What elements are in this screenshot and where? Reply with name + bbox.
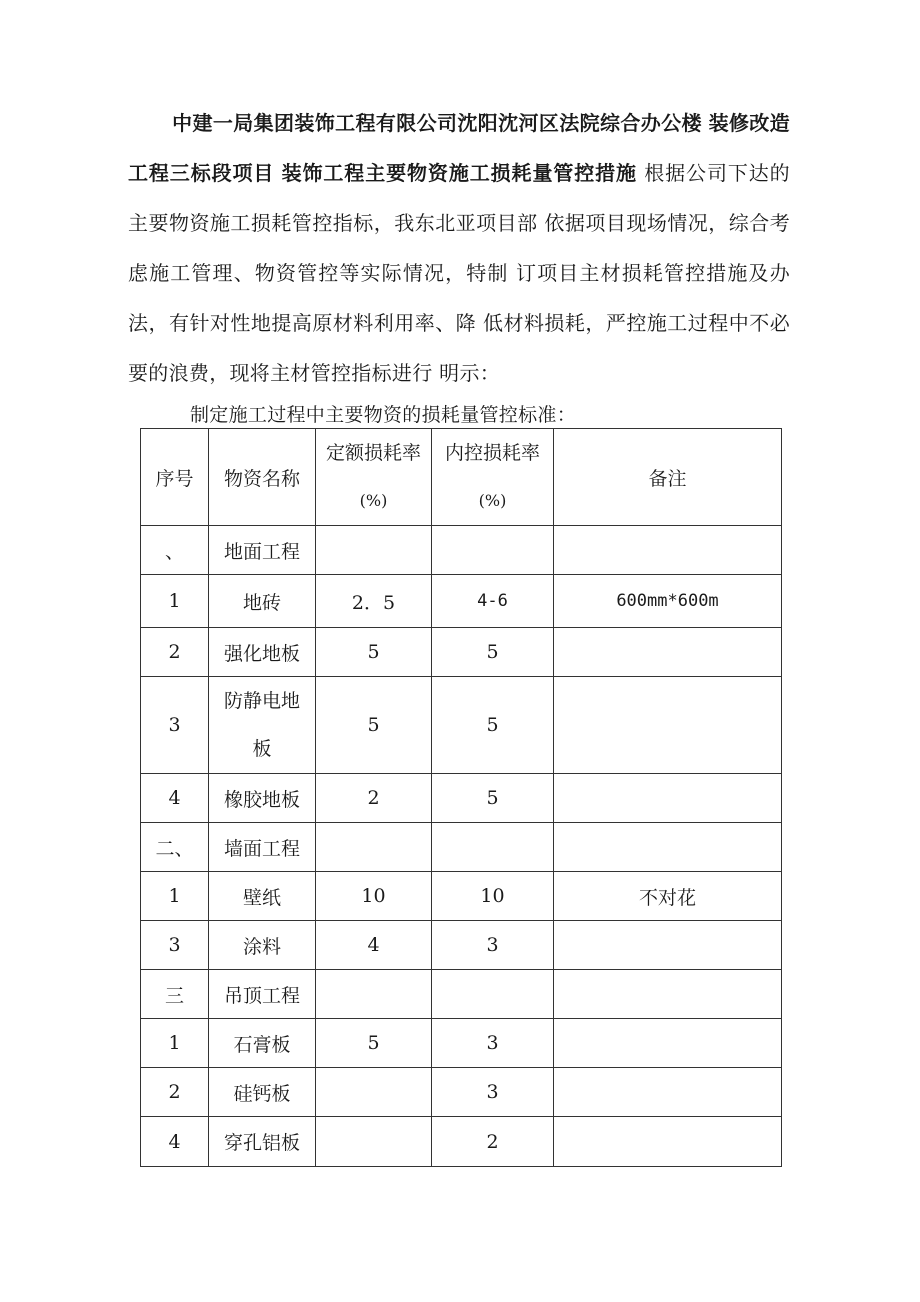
table-row — [141, 628, 782, 677]
cell-seq: 三 — [141, 970, 209, 1019]
table-row — [141, 774, 782, 823]
cell-internal: 3 — [432, 921, 554, 970]
table-row — [141, 1068, 782, 1117]
cell-name: 墙面工程 — [209, 823, 316, 872]
cell-quota: 2．5 — [316, 575, 432, 628]
cell-remark — [554, 823, 782, 872]
intro-title-part-3: 装饰工程主要物资施工损耗量管控措施 — [281, 161, 637, 185]
cell-name-line-2: 板 — [252, 738, 272, 760]
cell-quota: 10 — [316, 872, 432, 921]
header-seq: 序号 — [141, 429, 209, 526]
cell-name: 强化地板 — [209, 628, 316, 677]
table-row — [141, 1117, 782, 1167]
cell-name: 橡胶地板 — [209, 774, 316, 823]
cell-name: 硅钙板 — [209, 1068, 316, 1117]
cell-quota — [316, 970, 432, 1019]
cell-quota: 4 — [316, 921, 432, 970]
cell-name: 吊顶工程 — [209, 970, 316, 1019]
table-caption: 制定施工过程中主要物资的损耗量管控标准： — [190, 404, 577, 426]
cell-seq: 4 — [141, 1117, 209, 1167]
cell-seq: 3 — [141, 921, 209, 970]
cell-seq: 4 — [141, 774, 209, 823]
cell-seq: 、 — [141, 526, 209, 575]
table-row — [141, 1019, 782, 1068]
table-header-row — [141, 429, 782, 526]
cell-remark: 600mm*600m — [554, 575, 782, 628]
cell-remark: 不对花 — [554, 872, 782, 921]
cell-internal — [432, 823, 554, 872]
cell-seq: 2 — [141, 628, 209, 677]
cell-name: 壁纸 — [209, 872, 316, 921]
header-quota-unit: (%) — [359, 491, 388, 510]
cell-remark — [554, 526, 782, 575]
header-quota-rate — [316, 429, 432, 526]
cell-remark — [554, 1068, 782, 1117]
cell-name-line-1: 防静电地 — [223, 690, 300, 712]
table-row — [141, 872, 782, 921]
header-internal-rate — [432, 429, 554, 526]
intro-body-text: 根据公司下达的主要物资施工损耗管控指标，我东北亚项目部 依据项目现场情况，综合考虑施工管理、物资管控等实际情况，特制 订项目主材损耗管控措施及办法，有针对性地提高原材料利用率、降 低材料损耗，严控施工过程中不必要的浪费，现将主材管控指标进行 明示： — [128, 161, 790, 385]
cell-quota: 5 — [316, 1019, 432, 1068]
material-loss-table — [140, 428, 782, 1167]
cell-quota — [316, 526, 432, 575]
header-internal-label: 内控损耗率 — [444, 442, 540, 464]
cell-quota: 5 — [316, 628, 432, 677]
cell-name: 石膏板 — [209, 1019, 316, 1068]
cell-seq: 1 — [141, 575, 209, 628]
cell-remark — [554, 970, 782, 1019]
header-quota-label: 定额损耗率 — [325, 442, 421, 464]
cell-remark — [554, 774, 782, 823]
cell-internal: 2 — [432, 1117, 554, 1167]
table-row — [141, 921, 782, 970]
cell-internal: 5 — [432, 628, 554, 677]
cell-name: 穿孔铝板 — [209, 1117, 316, 1167]
intro-paragraph — [128, 98, 790, 398]
cell-remark — [554, 1019, 782, 1068]
cell-seq: 二、 — [141, 823, 209, 872]
cell-remark — [554, 628, 782, 677]
table-row — [141, 526, 782, 575]
header-name: 物资名称 — [209, 429, 316, 526]
cell-seq: 3 — [141, 677, 209, 774]
intro-title-part-1: 中建一局集团装饰工程有限公司沈阳沈河区法院综合办公楼 — [172, 111, 702, 135]
cell-internal: 3 — [432, 1019, 554, 1068]
cell-internal: 10 — [432, 872, 554, 921]
table-row — [141, 970, 782, 1019]
cell-quota — [316, 823, 432, 872]
cell-internal: 3 — [432, 1068, 554, 1117]
table-row — [141, 575, 782, 628]
cell-quota: 2 — [316, 774, 432, 823]
cell-name: 涂料 — [209, 921, 316, 970]
cell-internal — [432, 970, 554, 1019]
table-row — [141, 823, 782, 872]
cell-quota — [316, 1117, 432, 1167]
cell-seq: 2 — [141, 1068, 209, 1117]
table-row — [141, 677, 782, 774]
cell-quota: 5 — [316, 677, 432, 774]
cell-internal — [432, 526, 554, 575]
cell-quota — [316, 1068, 432, 1117]
intro-title-part-2: 装修改造工程三标段项目 — [128, 111, 790, 185]
cell-name — [209, 677, 316, 774]
cell-internal: 5 — [432, 774, 554, 823]
header-internal-unit: (%) — [478, 491, 507, 510]
cell-name: 地面工程 — [209, 526, 316, 575]
cell-seq: 1 — [141, 872, 209, 921]
cell-remark — [554, 677, 782, 774]
header-remark: 备注 — [554, 429, 782, 526]
cell-remark — [554, 921, 782, 970]
cell-name: 地砖 — [209, 575, 316, 628]
cell-seq: 1 — [141, 1019, 209, 1068]
cell-remark — [554, 1117, 782, 1167]
cell-internal: 4-6 — [432, 575, 554, 628]
cell-internal: 5 — [432, 677, 554, 774]
